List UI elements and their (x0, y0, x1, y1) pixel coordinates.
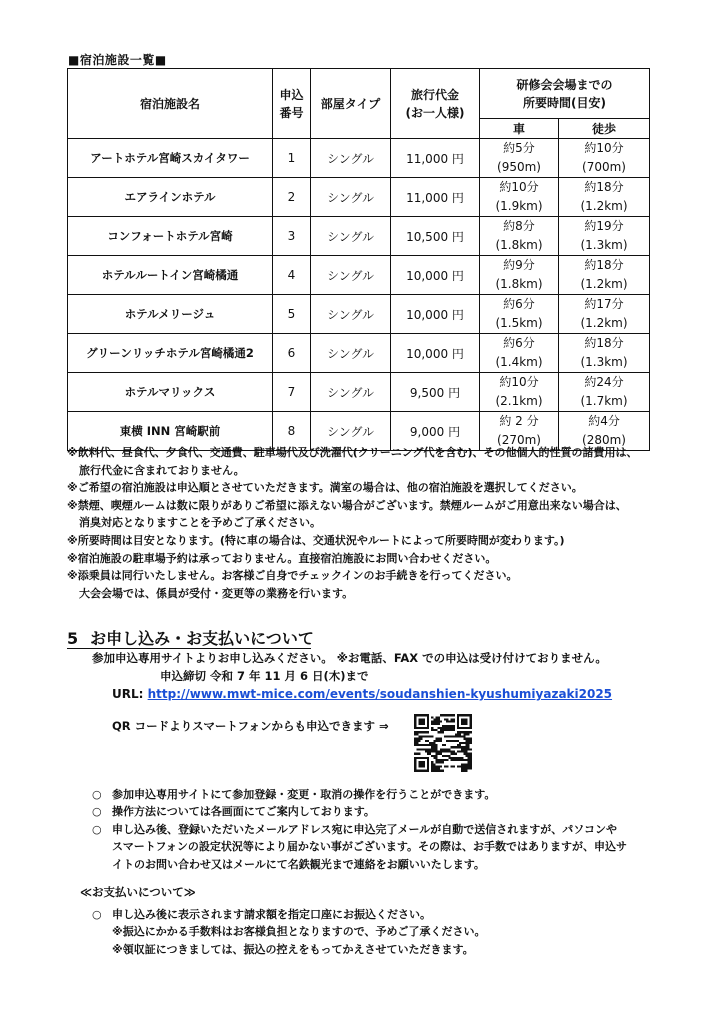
bullet-item (92, 803, 692, 820)
car-time-cell (480, 217, 559, 256)
note-line: ※禁煙、喫煙ルームは数に限りがありご希望に添えない場合がございます。禁煙ルームがご用意出来ない場合は、 (67, 498, 627, 512)
payment-note-receipt: ※領収証につきましては、振込の控えをもってかえさせていただきます。 (112, 942, 474, 956)
price-cell: 10,000 円 (391, 256, 480, 295)
application-number-cell: 4 (273, 256, 311, 295)
application-number-cell: 2 (273, 178, 311, 217)
header-hotel-name: 宿泊施設名 (68, 69, 273, 139)
header-walk: 徒歩 (559, 119, 650, 139)
bullet-text: イトのお問い合わせ又はメールにて名鉄観光まで連絡をお願いいたします。 (112, 857, 485, 871)
table-row (68, 256, 650, 295)
header-car: 車 (480, 119, 559, 139)
walk-duration: 約18分 (584, 180, 624, 194)
walk-duration: 約19分 (584, 219, 624, 233)
car-duration: 約8分 (503, 219, 535, 233)
car-distance: (1.8km) (495, 238, 543, 252)
header-no-line2: 番号 (279, 105, 304, 120)
header-room-type: 部屋タイプ (311, 69, 391, 139)
walk-distance: (1.3km) (580, 238, 628, 252)
application-number-cell: 8 (273, 412, 311, 451)
url-label: URL: (112, 687, 144, 701)
car-time-cell (480, 373, 559, 412)
hotel-table (67, 68, 650, 451)
room-type-cell: シングル (311, 295, 391, 334)
header-no-line1: 申込 (279, 87, 304, 102)
walk-time-cell (559, 295, 650, 334)
application-number-cell: 3 (273, 217, 311, 256)
car-time-cell (480, 334, 559, 373)
walk-distance: (1.7km) (580, 394, 628, 408)
notes (67, 444, 667, 602)
car-time-cell (480, 139, 559, 178)
walk-distance: (1.2km) (580, 199, 628, 213)
payment-item-text: 申し込み後に表示されます請求額を指定口座にお振込ください。 (112, 908, 431, 921)
car-duration: 約10分 (499, 180, 539, 194)
hotel-name-cell: アートホテル宮崎スカイタワー (68, 139, 273, 178)
hotel-name-cell: エアラインホテル (68, 178, 273, 217)
hotel-name-cell: 東横 INN 宮崎駅前 (68, 412, 273, 451)
url-line (112, 687, 612, 701)
walk-distance: (280m) (582, 433, 626, 447)
payment-note-fee: ※振込にかかる手数料はお客様負担となりますので、予めご了承ください。 (112, 925, 486, 939)
bullet-list (92, 786, 692, 873)
section5-underline (67, 648, 311, 649)
car-distance: (270m) (497, 433, 541, 447)
price-cell: 9,000 円 (391, 412, 480, 451)
hotel-name-cell: ホテルマリックス (68, 373, 273, 412)
car-duration: 約6分 (503, 336, 535, 350)
section5-title: お申し込み・お支払いについて (90, 629, 314, 648)
room-type-cell: シングル (311, 373, 391, 412)
car-distance: (1.4km) (495, 355, 543, 369)
bullet-item (92, 786, 692, 803)
walk-distance: (1.3km) (580, 355, 628, 369)
price-cell: 9,500 円 (391, 373, 480, 412)
walk-time-cell (559, 334, 650, 373)
walk-time-cell (559, 178, 650, 217)
note-line: ※飲料代、昼食代、夕食代、交通費、駐車場代及び洗濯代(クリーニング代を含む)、その他個人的性質の諸費用は、 (67, 446, 638, 459)
price-cell: 10,500 円 (391, 217, 480, 256)
walk-time-cell (559, 373, 650, 412)
header-time-line1: 研修会会場までの (516, 77, 613, 92)
deadline: 申込締切 令和 7 年 11 月 6 日(木)まで (160, 669, 369, 683)
table-row (68, 295, 650, 334)
header-price-line1: 旅行代金 (410, 87, 459, 102)
car-duration: 約6分 (503, 297, 535, 311)
car-time-cell (480, 256, 559, 295)
hotel-name-cell: ホテルメリージュ (68, 295, 273, 334)
note-continuation: 大会会場では、係員が受付・変更等の業務を行います。 (79, 586, 354, 600)
walk-time-cell (559, 217, 650, 256)
bullet-item (92, 821, 692, 873)
walk-distance: (1.2km) (580, 277, 628, 291)
qr-caption: QR コードよりスマートフォンからも申込できます ⇒ (112, 719, 389, 733)
bullet-circle-icon: ○ (92, 805, 102, 819)
room-type-cell: シングル (311, 334, 391, 373)
walk-duration: 約4分 (588, 414, 620, 428)
room-type-cell: シングル (311, 178, 391, 217)
car-duration: 約9分 (503, 258, 535, 272)
room-type-cell: シングル (311, 217, 391, 256)
payment-item (92, 906, 692, 923)
room-type-cell: シングル (311, 412, 391, 451)
bullet-circle-icon: ○ (92, 788, 102, 801)
walk-duration: 約18分 (584, 258, 624, 272)
apply-instruction: 参加申込専用サイトよりお申し込みください。 ※お電話、FAX での申込は受け付けておりません。 (92, 651, 607, 665)
header-price-line2: (お一人様) (405, 105, 465, 120)
bullet-text: 申し込み後、登録いただいたメールアドレス宛に申込完了メールが自動で送信されますが、パソコンや (112, 822, 618, 836)
header-price (391, 69, 480, 139)
car-duration: 約10分 (499, 375, 539, 389)
bullet-circle-icon: ○ (92, 822, 102, 836)
header-application-number (273, 69, 311, 139)
car-time-cell (480, 178, 559, 217)
table-row (68, 373, 650, 412)
walk-distance: (1.2km) (580, 316, 628, 330)
bullet-circle-icon: ○ (92, 908, 102, 921)
note-continuation: 旅行代金に含まれておりません。 (79, 463, 245, 477)
application-number-cell: 7 (273, 373, 311, 412)
walk-distance: (700m) (582, 160, 626, 174)
car-duration: 約5分 (503, 141, 535, 155)
application-number-cell: 1 (273, 139, 311, 178)
walk-duration: 約17分 (584, 297, 624, 311)
payment-section (92, 906, 692, 958)
car-distance: (1.5km) (495, 316, 543, 330)
note-continuation: 消臭対応となりますことを予めご了承ください。 (79, 516, 321, 530)
bullet-text: 参加申込専用サイトにて参加登録・変更・取消の操作を行うことができます。 (112, 788, 496, 801)
car-distance: (950m) (497, 160, 541, 174)
car-distance: (2.1km) (495, 394, 543, 408)
accommodation-list-title: ■宿泊施設一覧■ (68, 53, 167, 67)
bullet-text: 操作方法については各画面にてご案内しております。 (112, 805, 375, 819)
payment-heading: ≪お支払いについて≫ (80, 885, 196, 899)
application-number-cell: 5 (273, 295, 311, 334)
price-cell: 10,000 円 (391, 295, 480, 334)
room-type-cell: シングル (311, 139, 391, 178)
header-travel-time (480, 69, 650, 119)
table-row (68, 178, 650, 217)
walk-time-cell (559, 139, 650, 178)
table-row (68, 139, 650, 178)
hotel-name-cell: グリーンリッチホテル宮崎橘通2 (68, 334, 273, 373)
walk-duration: 約18分 (584, 336, 624, 350)
section5-number: 5 (67, 629, 79, 648)
car-distance: (1.9km) (495, 199, 543, 213)
section5-heading (67, 626, 314, 649)
hotel-name-cell: ホテルルートイン宮崎橘通 (68, 256, 273, 295)
note-line: ※添乗員は同行いたしません。お客様ご自身でチェックインのお手続きを行ってください。 (67, 569, 518, 583)
price-cell: 11,000 円 (391, 178, 480, 217)
price-cell: 11,000 円 (391, 139, 480, 178)
table-row (68, 217, 650, 256)
price-cell: 10,000 円 (391, 334, 480, 373)
table-row (68, 334, 650, 373)
hotel-name-cell: コンフォートホテル宮崎 (68, 217, 273, 256)
bullet-text: スマートフォンの設定状況等により届かない事がございます。その際は、お手数ではありますが、申込サ (112, 840, 628, 854)
header-time-line2: 所要時間(目安) (523, 95, 606, 110)
walk-duration: 約24分 (584, 375, 624, 389)
walk-time-cell (559, 256, 650, 295)
car-duration: 約 2 分 (499, 414, 539, 428)
qr-code-icon[interactable] (412, 712, 474, 774)
note-line: ※ご希望の宿泊施設は申込順とさせていただきます。満室の場合は、他の宿泊施設を選択してください。 (67, 481, 583, 495)
car-distance: (1.8km) (495, 277, 543, 291)
application-number-cell: 6 (273, 334, 311, 373)
walk-duration: 約10分 (584, 141, 624, 155)
room-type-cell: シングル (311, 256, 391, 295)
note-line: ※宿泊施設の駐車場予約は承っておりません。直接宿泊施設にお問い合わせください。 (67, 551, 497, 565)
registration-link[interactable]: http://www.mwt-mice.com/events/soudanshien-kyushumiyazaki2025 (147, 687, 613, 701)
car-time-cell (480, 295, 559, 334)
note-line: ※所要時間は目安となります。(特に車の場合は、交通状況やルートによって所要時間が変わります。) (67, 533, 565, 547)
